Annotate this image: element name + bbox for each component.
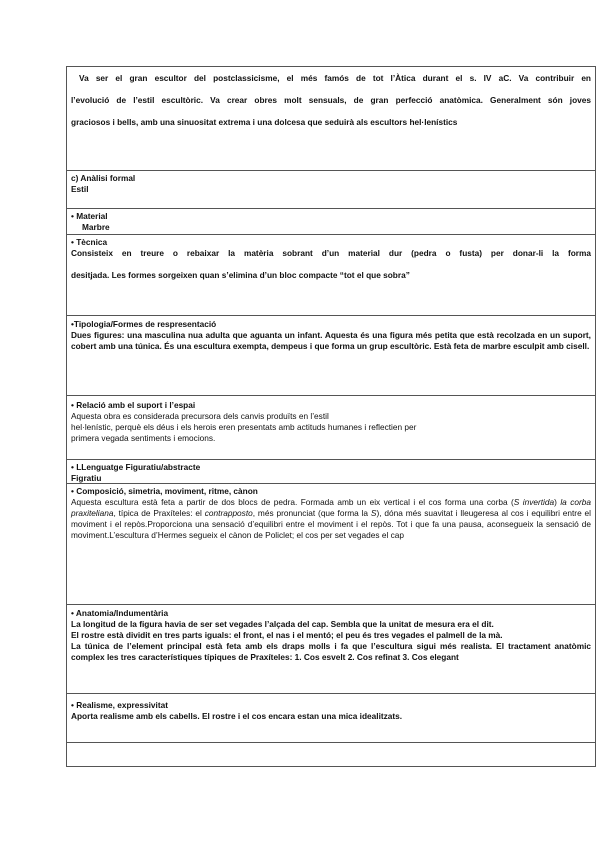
composicio-text-2: ) [554,497,561,507]
realisme-text: Aporta realisme amb els cabells. El rostre i el cos encara estan una mica idealitzats. [71,711,403,721]
composicio-text-3: , típica de Praxíteles: el [113,508,205,518]
tecnica-line-1: Consisteix en treure o rebaixar la matèria sobrant d’un material dur (pedra o fusta) per donar-li la forma [71,248,591,258]
composicio-text [71,497,591,541]
intro-row [67,67,595,170]
analisi-formal-row [67,170,595,208]
composicio-row [67,483,595,604]
llenguatge-value: Figratiu [71,473,102,483]
relacio-line-1: Aquesta obra es considerada precursora dels canvis produïts en l’estil [71,411,329,421]
analisi-formal-heading: c) Anàlisi formal [71,173,136,183]
estil-label: Estil [71,184,89,194]
relacio-line-2: hel·lenístic, perquè els déus i els herois eren presentats amb actituds humanes i reflectien per [71,422,417,432]
intro-line-3: graciosos i bells, amb una sinuositat extrema i una dolcesa que seduirà als escultors hel·lenístics [71,117,458,127]
composicio-heading: • Composició, simetria, moviment, ritme, cànon [71,486,258,496]
anatomia-line-1: La longitud de la figura havia de ser set vegades l’alçada del cap. Sembla que la unitat de mesura era el dit. [71,619,494,629]
composicio-italic-s-invertida: S invertida [513,497,555,507]
composicio-italic-contrapposto: contrapposto [204,508,253,518]
llenguatge-row [67,459,595,483]
relacio-heading: • Relació amb el suport i l’espai [71,400,196,410]
material-value: Marbre [82,222,110,232]
anatomia-line-2: El rostre està dividit en tres parts iguals: el front, el nas i el mentó; el peu és tres vegades el palmell de la mà. [71,630,503,640]
analysis-table [66,66,596,767]
tipologia-heading: •Tipologia/Formes de respresentació [71,319,217,329]
tipologia-row [67,315,595,395]
anatomia-heading: • Anatomia/Indumentària [71,608,169,618]
composicio-text-5: ), dóna més suavitat i lleugeresa al cos i equilibri entre el moviment i el repòs.Proporciona una sensació d’equilibri entre el moviment i el repòs. Tot i que fa una pausa, aconsegueix la sensació de moviment.L’escultura d’Hermes segueix el cànon de Policlet; el cos per set vegades el cap [71,508,592,540]
realisme-row [67,693,595,742]
anatomia-row [67,604,595,693]
tipologia-text: Dues figures: una masculina nua adulta que aguanta un infant. Aquesta és una figura més petita que està recolzada en un suport, cobert amb una túnica. És una escultura exempta, dempeus i que forma un grup escultòric. Està feta de marbre esculpit amb cisell. [71,330,591,351]
realisme-heading: • Realisme, expressivitat [71,700,168,710]
intro-line-1: Va ser el gran escultor del postclassicisme, el més famós de tot l’Àtica durant el s. IV aC. Va contribuir en [79,73,591,83]
tecnica-line-2: desitjada. Les formes sorgeixen quan s’elimina d’un bloc compacte “tot el que sobra” [71,270,410,280]
relacio-line-3: primera vegada sentiments i emocions. [71,433,216,443]
llenguatge-heading: • LLenguatge Figuratiu/abstracte [71,462,201,472]
material-heading: • Material [71,211,108,221]
composicio-italic-s: S [370,508,377,518]
tecnica-heading: • Tècnica [71,237,108,247]
composicio-text-4: , més pronunciat (que forma la [252,508,371,518]
composicio-italic-corba: la corba praxiteliana [71,497,591,518]
anatomia-line-3: La túnica de l’element principal està feta amb els draps molls i fa que l’escultura sigui més realista. El tractament anatòmic complex les tres característiques típiques de Praxíteles: 1. Cos esvelt 2. Cos refinat 3. Cos elegant [71,641,591,662]
relacio-row [67,395,595,459]
empty-row [67,742,595,766]
material-row [67,208,595,234]
intro-line-2: l’evolució de l’estil escultòric. Va crear obres molt sensuals, de gran perfecció anatòmica. Generalment són joves [71,95,591,105]
tecnica-row [67,234,595,315]
composicio-text-1: Aquesta escultura està feta a partir de dos blocs de pedra. Formada amb un eix vertical i el cos forma una corba ( [71,497,514,507]
